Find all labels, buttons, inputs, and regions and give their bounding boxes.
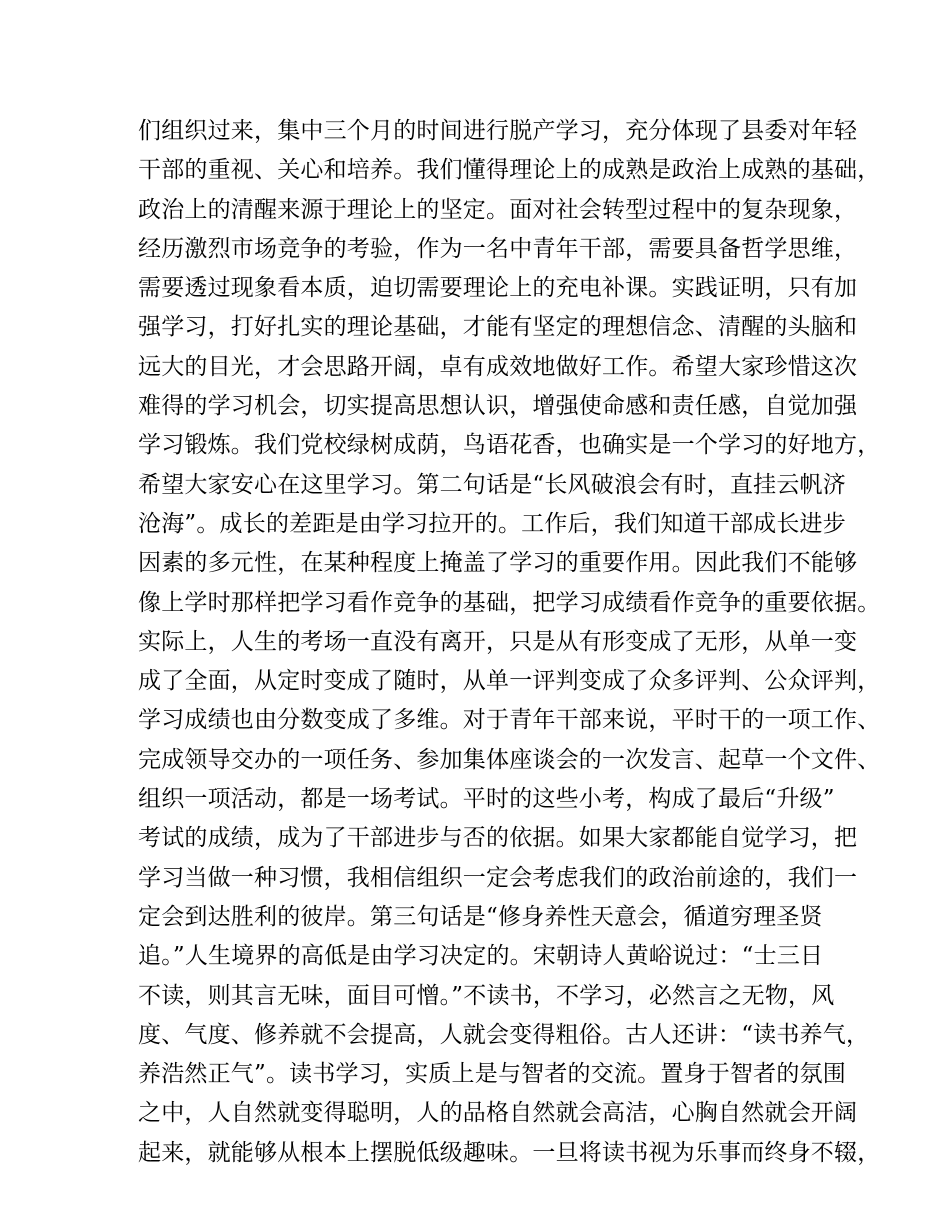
text-line-3: 政治上的清醒来源于理论上的坚定。面对社会转型过程中的复杂现象， — [138, 196, 858, 223]
text-line-24: 度、气度、修养就不会提高，人就会变得粗俗。古人还讲：“读书养气， — [138, 1021, 870, 1048]
text-line-21: 定会到达胜利的彼岸。第三句话是“修身养性天意会，循道穷理圣贤 — [138, 903, 823, 930]
text-line-10: 希望大家安心在这里学习。第二句话是“长风破浪会有时，直挂云帆济 — [138, 471, 846, 498]
body-text — [138, 112, 881, 1173]
text-line-6: 强学习，打好扎实的理论基础，才能有坚定的理想信念、清醒的头脑和 — [138, 314, 858, 341]
text-line-14: 实际上，人生的考场一直没有离开，只是从有形变成了无形，从单一变 — [138, 628, 858, 655]
text-line-9: 学习锻炼。我们党校绿树成荫，鸟语花香，也确实是一个学习的好地方， — [138, 432, 881, 459]
text-line-7: 远大的目光，才会思路开阔，卓有成效地做好工作。希望大家珍惜这次 — [138, 353, 858, 380]
text-line-20: 学习当做一种习惯，我相信组织一定会考虑我们的政治前途的，我们一 — [138, 864, 858, 891]
text-line-15: 成了全面，从定时变成了随时，从单一评判变成了众多评判、公众评判， — [138, 668, 881, 695]
text-line-18: 组织一项活动，都是一场考试。平时的这些小考，构成了最后“升级” — [138, 786, 835, 813]
text-line-2: 干部的重视、关心和培养。我们懂得理论上的成熟是政治上成熟的基础， — [138, 157, 881, 184]
text-line-13: 像上学时那样把学习看作竞争的基础，把学习成绩看作竞争的重要依据。 — [138, 589, 881, 616]
text-line-23: 不读，则其言无味，面目可憎。”不读书，不学习，必然言之无物，风 — [138, 982, 835, 1009]
text-line-26: 之中，人自然就变得聪明，人的品格自然就会高洁，心胸自然就会开阔 — [138, 1100, 858, 1127]
text-line-12: 因素的多元性，在某种程度上掩盖了学习的重要作用。因此我们不能够 — [138, 550, 858, 577]
text-line-19: 考试的成绩，成为了干部进步与否的依据。如果大家都能自觉学习，把 — [138, 825, 858, 852]
text-line-25: 养浩然正气”。读书学习，实质上是与智者的交流。置身于智者的氛围 — [138, 1061, 846, 1088]
text-line-5: 需要透过现象看本质，迫切需要理论上的充电补课。实践证明，只有加 — [138, 275, 858, 302]
text-line-27: 起来，就能够从根本上摆脱低级趣味。一旦将读书视为乐事而终身不辍， — [138, 1139, 881, 1166]
text-line-11: 沧海”。成长的差距是由学习拉开的。工作后，我们知道干部成长进步 — [138, 510, 846, 537]
text-line-4: 经历激烈市场竞争的考验，作为一名中青年干部，需要具备哲学思维， — [138, 235, 858, 262]
text-line-17: 完成领导交办的一项任务、参加集体座谈会的一次发言、起草一个文件、 — [138, 746, 881, 773]
text-line-22: 追。”人生境界的高低是由学习决定的。宋朝诗人黄峪说过：“士三日 — [138, 943, 824, 970]
text-line-8: 难得的学习机会，切实提高思想认识，增强使命感和责任感，自觉加强 — [138, 393, 858, 420]
text-line-1: 们组织过来，集中三个月的时间进行脱产学习，充分体现了县委对年轻 — [138, 118, 858, 144]
text-line-16: 学习成绩也由分数变成了多维。对于青年干部来说，平时干的一项工作、 — [138, 707, 881, 734]
